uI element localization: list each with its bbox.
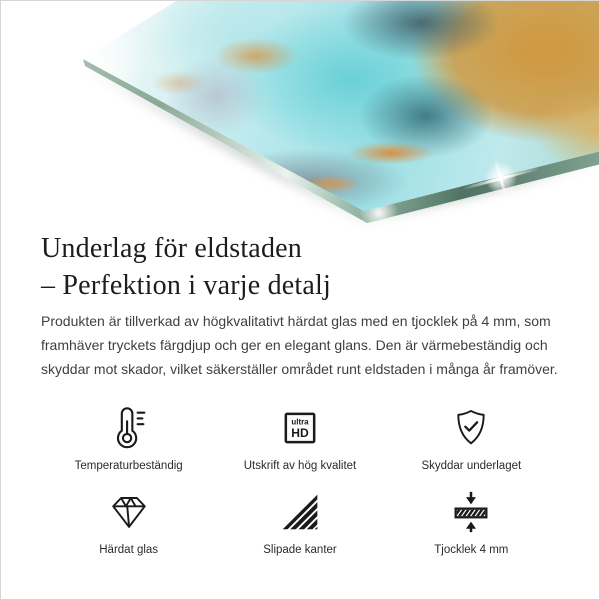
ultra-hd-icon	[280, 405, 320, 451]
feature-print-quality	[214, 405, 385, 473]
feature-label: Härdat glas	[99, 544, 159, 556]
thickness-4mm-icon	[448, 489, 494, 535]
feature-label: Utskrift av hög kvalitet	[243, 460, 357, 472]
feature-label: Temperaturbeständig	[74, 460, 183, 472]
svg-text:HD: HD	[291, 426, 309, 441]
feature-polished-edges	[214, 489, 385, 557]
title-line-1: Underlag för eldstaden	[41, 233, 302, 264]
feature-protects-floor	[386, 405, 557, 473]
bevelled-edges-icon	[281, 489, 319, 535]
feature-label: Skyddar underlaget	[421, 460, 522, 472]
thermometer-icon	[106, 405, 152, 451]
svg-text:ultra: ultra	[291, 417, 309, 427]
feature-thickness	[386, 489, 557, 557]
feature-label: Tjocklek 4 mm	[434, 544, 509, 556]
title-line-2: – Perfektion i varje detalj	[41, 270, 331, 301]
feature-grid	[43, 405, 557, 557]
feature-temperature-resistant	[43, 405, 214, 473]
shield-check-icon	[450, 405, 492, 451]
glass-panel-artwork	[1, 1, 599, 230]
product-description: Produkten är tillverkad av högkvalitativt härdat glas med en tjocklek på 4 mm, som framhäver tryckets färgdjup och ger en elegant glans. Den är värmebeständig och skyddar mot skador, vilket säkerställer området runt eldstaden i många år framöver.	[41, 313, 558, 377]
text-content	[1, 230, 599, 557]
diamond-icon	[108, 489, 150, 535]
hero-product-photo	[1, 1, 599, 230]
feature-label: Slipade kanter	[263, 544, 337, 556]
page-title	[41, 230, 559, 304]
feature-tempered-glass	[43, 489, 214, 557]
